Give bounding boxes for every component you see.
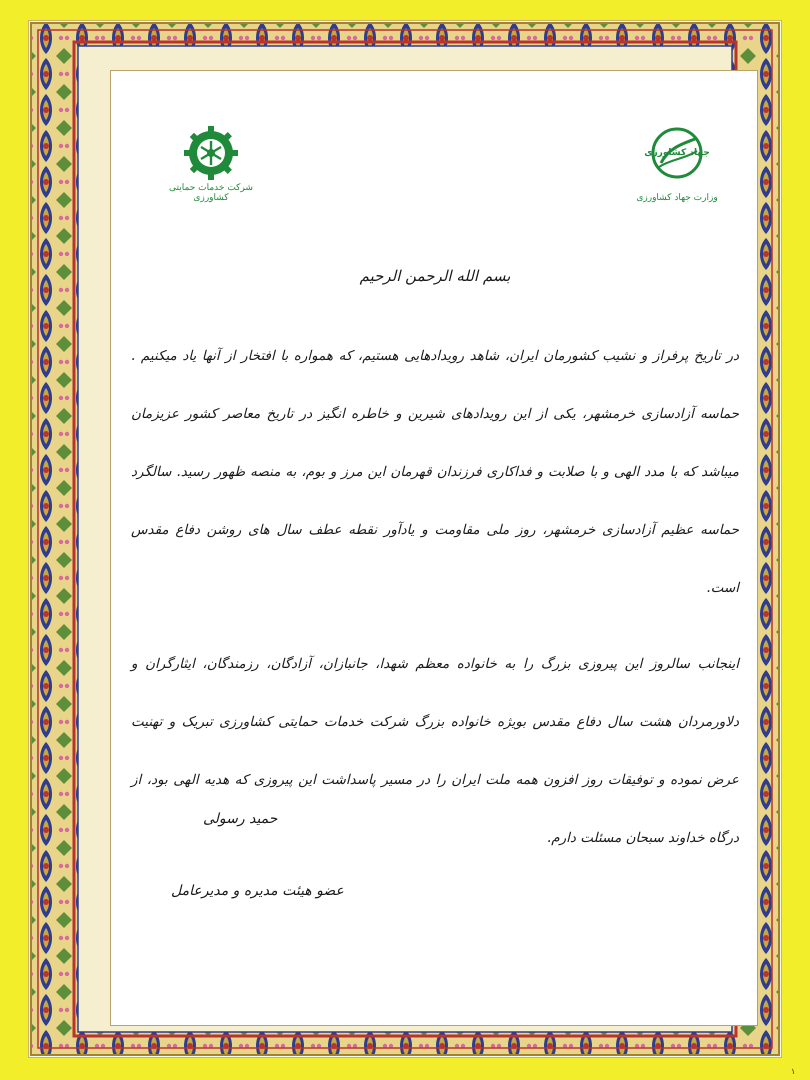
ministry-logo-wordmark: جهاد کشاورزی xyxy=(644,148,710,158)
signatory-name: حمید رسولی xyxy=(203,811,278,827)
company-logo xyxy=(151,123,271,203)
basmala: بسم الله الرحمن الرحیم xyxy=(359,267,511,285)
ministry-logo xyxy=(617,123,737,203)
certificate-frame xyxy=(28,20,796,1076)
gear-emblem-icon xyxy=(151,123,271,185)
signatory-title: عضو هیئت مدیره و مدیرعامل xyxy=(171,883,344,899)
company-logo-caption: شرکت خدمات حمایتی کشاورزی xyxy=(169,183,253,203)
letter-paragraph-1: در تاریخ پرفراز و نشیب کشورمان ایران، شاهد رویدادهایی هستیم، که همواره با افتخار از آنها یاد میکنیم . حماسه آزادسازی خرمشهر، یکی از این رویدادهای شیرین و خاطره انگیز در تاریخ معاصر کشور عزیزمان میباشد که با مدد الهی و با صلابت و فداکاری فرزندان قهرمان این مرز و بوم، به منصه ظهور رسید. سالگرد حماسه عظیم آزادسازی خرمشهر، روز ملی مقاومت و یادآور نقطه عطف سال های روشن دفاع مقدس است. xyxy=(131,348,739,596)
jahad-keshavarzi-logo-icon xyxy=(617,123,737,185)
ministry-logo-caption: وزارت جهاد کشاورزی xyxy=(636,193,718,203)
letter-paper xyxy=(110,70,758,1026)
page-mark: ۱ xyxy=(791,1067,796,1076)
letter-body xyxy=(131,267,739,867)
letter-paragraph-2: اینجانب سالروز این پیروزی بزرگ را به خانواده معظم شهدا، جانبازان، آزادگان، رزمندگان، ایثارگران و دلاورمردان هشت سال دفاع مقدس بویژه خانواده بزرگ شرکت خدمات حمایتی کشاورزی تبریک و تهنیت عرض نموده و توفیقات روز افزون همه ملت ایران را در مسیر پاسداشت این پیروزی که هدیه الهی بود، از درگاه خداوند سبحان مسئلت دارم. xyxy=(131,656,739,846)
